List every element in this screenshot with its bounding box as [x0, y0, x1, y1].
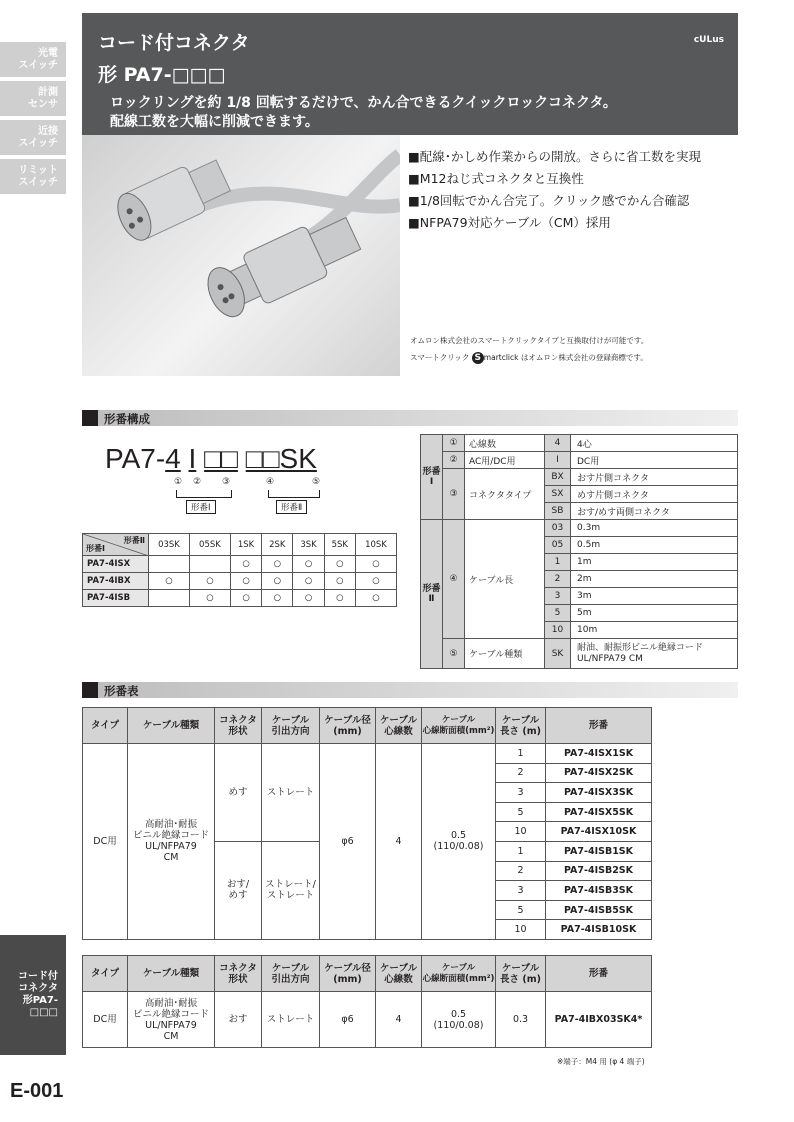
shape-cell [215, 841, 262, 939]
col-header: コネクタ 形状 [215, 708, 262, 744]
compat-cell [149, 590, 190, 607]
col-header: 形番 [546, 956, 652, 992]
direction-cell: ストレート [262, 992, 320, 1048]
model-table [82, 707, 652, 940]
compat-cell: ○ [189, 590, 230, 607]
direction-cell: ストレート [262, 744, 320, 842]
compat-cell: ○ [324, 573, 355, 590]
sidetab-limit[interactable] [0, 159, 66, 196]
section-heading-model-structure [82, 410, 738, 426]
compat-col: 1SK [230, 534, 261, 556]
compat-cell: ○ [355, 573, 396, 590]
spec-code: 5 [545, 605, 571, 622]
page-number: E-001 [10, 1080, 64, 1102]
compat-cell: ○ [324, 590, 355, 607]
spec-desc: おす片側コネクタ [571, 469, 738, 486]
sidetab-label: コネクタ [18, 983, 58, 994]
cable-line: CM [163, 852, 179, 864]
spec-table [420, 434, 738, 669]
cable-cell [128, 992, 215, 1048]
spec-desc-line-2: UL/NFPA79 CM [577, 653, 643, 664]
length-cell: 2 [496, 861, 546, 881]
compat-row-label: PA7-4ISX [83, 556, 149, 573]
table-row [421, 452, 738, 469]
page-subtitle: 形 PA7-□□□ [98, 64, 226, 86]
trademark-note [410, 352, 648, 364]
part-number-cell: PA7-4ISX10SK [546, 822, 652, 842]
sidetab-label: スイッチ [18, 177, 58, 188]
bracket-group-2 [268, 490, 320, 498]
col-header: ケーブル 心線数 [376, 708, 422, 744]
spec-item: AC用/DC用 [465, 452, 545, 469]
part-number-cell: PA7-4ISX3SK [546, 783, 652, 803]
spec-desc: 3m [571, 588, 738, 605]
spec-item: コネクタタイプ [465, 469, 545, 520]
sidetab-label: 近接 [38, 126, 58, 137]
spec-num: ② [443, 452, 465, 469]
length-cell: 2 [496, 763, 546, 783]
feature-item: ■配線･かしめ作業からの開放。さらに省工数を実現 [408, 149, 702, 164]
compat-cell: ○ [293, 590, 324, 607]
length-cell: 10 [496, 822, 546, 842]
spec-code: 3 [545, 588, 571, 605]
length-cell: 0.3 [496, 992, 546, 1048]
corner-bottom-label: 形番Ⅰ [86, 544, 105, 553]
code-part-4: □□ [245, 443, 280, 474]
length-cell: 5 [496, 802, 546, 822]
col-header: ケーブル径 (mm) [320, 956, 376, 992]
col-header: ケーブル 引出方向 [262, 708, 320, 744]
spec-desc: 4心 [571, 435, 738, 452]
code-prefix: PA7- [105, 443, 166, 474]
spec-code: SX [545, 486, 571, 503]
cores-cell: 4 [376, 992, 422, 1048]
col-header: ケーブル 長さ (m) [496, 956, 546, 992]
cable-line: UL/NFPA79 [145, 1019, 197, 1031]
spec-code: 4 [545, 435, 571, 452]
area-detail: (110/0.08) [433, 841, 484, 853]
direction-line: ストレート [266, 890, 315, 902]
compat-cell: ○ [293, 556, 324, 573]
compat-cell: ○ [230, 590, 261, 607]
spec-desc-line-1: 耐油、耐振形ビニル絶縁コード [577, 642, 704, 653]
compat-cell [189, 556, 230, 573]
compat-cell: ○ [262, 590, 293, 607]
sidetab-photoelectric[interactable] [0, 42, 66, 79]
sidetab-label: スイッチ [18, 60, 58, 71]
feature-item: ■M12ねじ式コネクタと互換性 [408, 171, 584, 186]
header-banner [82, 13, 738, 135]
table-row [83, 573, 397, 590]
section-mark-icon [82, 410, 98, 426]
bracket-group-1 [176, 490, 232, 498]
compat-col: 03SK [149, 534, 190, 556]
product-photo [82, 135, 400, 376]
spec-desc [571, 639, 738, 669]
length-cell: 5 [496, 900, 546, 920]
compat-table [82, 533, 397, 607]
code-num-5: ⑤ [312, 477, 321, 487]
type-cell: DC用 [83, 992, 128, 1048]
area-cell [422, 992, 496, 1048]
table-row [421, 435, 738, 452]
spec-item: ケーブル長 [465, 520, 545, 639]
connector-illustration [82, 135, 400, 376]
shape-line: めす [228, 890, 248, 902]
sidetab-label: 光電 [38, 48, 58, 59]
code-num-1: ① [174, 477, 183, 487]
compat-corner [83, 534, 149, 556]
code-num-3: ③ [222, 477, 231, 487]
spec-desc: めす片側コネクタ [571, 486, 738, 503]
table-row [421, 469, 738, 486]
spec-code: 10 [545, 622, 571, 639]
spec-desc: おす/めす両側コネクタ [571, 503, 738, 520]
spec-item: 心線数 [465, 435, 545, 452]
compat-cell: ○ [262, 573, 293, 590]
compat-cell: ○ [293, 573, 324, 590]
compat-row-label: PA7-4ISB [83, 590, 149, 607]
col-header: ケーブル種類 [128, 708, 215, 744]
col-header: 形番 [546, 708, 652, 744]
spec-num: ③ [443, 469, 465, 520]
table-row [83, 992, 652, 1048]
sidetab-label: センサ [28, 99, 58, 110]
table-header-row [83, 708, 652, 744]
code-num-4: ④ [266, 477, 275, 487]
direction-cell [262, 841, 320, 939]
group-label-2: 形番Ⅱ [276, 500, 307, 514]
feature-item: ■NFPA79対応ケーブル（CM）採用 [408, 215, 611, 230]
spec-code: 1 [545, 554, 571, 571]
part-number-cell: PA7-4ISX2SK [546, 763, 652, 783]
spec-code: BX [545, 469, 571, 486]
col-header: ケーブル 心線断面積(mm²) [422, 956, 496, 992]
part-number-cell: PA7-4ISB1SK [546, 841, 652, 861]
diameter-cell: φ6 [320, 992, 376, 1048]
part-number-cell: PA7-4ISB3SK [546, 881, 652, 901]
sidetab-label: リミット [18, 165, 58, 176]
compat-cell: ○ [355, 590, 396, 607]
code-part-1: 4 [165, 443, 181, 474]
page-title: コード付コネクタ [98, 32, 250, 54]
length-cell: 3 [496, 881, 546, 901]
spec-desc: 2m [571, 571, 738, 588]
sidetab-cord-connector[interactable] [0, 935, 66, 1057]
compat-note: オムロン株式会社のスマートクリックタイプと互換取付けが可能です。 [410, 336, 649, 345]
sidetab-measurement[interactable] [0, 81, 66, 118]
lead-line-1: ロックリングを約 1/8 回転するだけで、かん合できるクイックロックコネクタ。 [110, 95, 617, 111]
trademark-label: スマートクリック [410, 353, 470, 362]
compat-col: 3SK [293, 534, 324, 556]
spec-desc: 5m [571, 605, 738, 622]
type-cell: DC用 [83, 744, 128, 940]
col-header: コネクタ 形状 [215, 956, 262, 992]
length-cell: 1 [496, 841, 546, 861]
cable-line: 高耐油･耐振 [144, 819, 198, 831]
table-row [421, 520, 738, 537]
feature-list [400, 135, 738, 376]
cable-cell [128, 744, 215, 940]
spec-code: 05 [545, 537, 571, 554]
shape-line: おす/ [226, 879, 250, 891]
area-detail: (110/0.08) [433, 1019, 484, 1031]
part-number-cell: PA7-4ISB5SK [546, 900, 652, 920]
table-row [83, 590, 397, 607]
spec-item: ケーブル種類 [465, 639, 545, 669]
spec-code: 2 [545, 571, 571, 588]
col-header: ケーブル 長さ (m) [496, 708, 546, 744]
shape-cell: おす [215, 992, 262, 1048]
footnote: ※端子：M4 用 (φ 4 端子) [557, 1057, 645, 1066]
cable-line: UL/NFPA79 [145, 841, 197, 853]
section-label: 形番表 [104, 684, 139, 698]
model-code [105, 443, 317, 475]
compat-cell [149, 556, 190, 573]
spec-desc: 10m [571, 622, 738, 639]
part-number-cell: PA7-4ISB2SK [546, 861, 652, 881]
area-cell [422, 744, 496, 940]
section-label: 形番構成 [104, 412, 150, 426]
spec-desc: DC用 [571, 452, 738, 469]
section-heading-model-list [82, 682, 738, 698]
length-cell: 1 [496, 744, 546, 764]
spec-num: ① [443, 435, 465, 452]
sidetab-label: 計測 [38, 87, 58, 98]
cable-line: ビニル絶縁コード [132, 1008, 209, 1020]
compat-cell: ○ [324, 556, 355, 573]
corner-top-label: 形番Ⅱ [123, 536, 145, 545]
trademark-text: martclick はオムロン株式会社の登録商標です。 [483, 353, 648, 362]
cable-line: ビニル絶縁コード [132, 830, 209, 842]
col-header: ケーブル 心線数 [376, 956, 422, 992]
area-value: 0.5 [450, 1008, 467, 1020]
part-number-cell: PA7-4IBX03SK4* [546, 992, 652, 1048]
table-header-row [83, 956, 652, 992]
table-row [83, 744, 652, 764]
code-part-3: □□ [204, 443, 238, 474]
spec-code: I [545, 452, 571, 469]
model-table-2 [82, 955, 652, 1048]
sidetab-proximity[interactable] [0, 120, 66, 157]
col-header: ケーブル 引出方向 [262, 956, 320, 992]
compat-cell: ○ [355, 556, 396, 573]
part-number-cell: PA7-4ISX5SK [546, 802, 652, 822]
spec-group-2: 形番Ⅱ [421, 520, 443, 669]
code-suffix: SK [279, 443, 317, 474]
section-mark-icon [82, 682, 98, 698]
spec-group-1: 形番Ⅰ [421, 435, 443, 520]
feature-item: ■1/8回転でかん合完了。クリック感でかん合確認 [408, 193, 690, 208]
sidetab-label: スイッチ [18, 138, 58, 149]
area-value: 0.5 [450, 830, 467, 842]
compat-col: 10SK [355, 534, 396, 556]
col-header: ケーブル 心線断面積(mm²) [422, 708, 496, 744]
ul-cert-icon: cULus [693, 35, 724, 45]
spec-code: SK [545, 639, 571, 669]
spec-code: SB [545, 503, 571, 520]
col-header: タイプ [83, 708, 128, 744]
col-header: タイプ [83, 956, 128, 992]
shape-cell: めす [215, 744, 262, 842]
spec-desc: 0.5m [571, 537, 738, 554]
compat-col: 05SK [189, 534, 230, 556]
length-cell: 3 [496, 783, 546, 803]
compat-col: 5SK [324, 534, 355, 556]
table-row [421, 639, 738, 669]
part-number-cell: PA7-4ISB10SK [546, 920, 652, 940]
code-num-2: ② [193, 477, 202, 487]
spec-num: ④ [443, 520, 465, 639]
lead-line-2: 配線工数を大幅に削減できます。 [110, 114, 319, 130]
table-row [83, 556, 397, 573]
col-header: ケーブル種類 [128, 956, 215, 992]
spec-desc: 1m [571, 554, 738, 571]
sidetab-label: コード付 [18, 971, 58, 982]
compat-cell: ○ [149, 573, 190, 590]
smartclick-logo-icon: S [472, 352, 484, 364]
compat-cell: ○ [230, 556, 261, 573]
compat-cell: ○ [230, 573, 261, 590]
compat-cell: ○ [262, 556, 293, 573]
col-header: ケーブル径 (mm) [320, 708, 376, 744]
part-number-cell: PA7-4ISX1SK [546, 744, 652, 764]
cores-cell: 4 [376, 744, 422, 940]
length-cell: 10 [496, 920, 546, 940]
group-label-1: 形番Ⅰ [186, 500, 216, 514]
compat-cell: ○ [189, 573, 230, 590]
spec-code: 03 [545, 520, 571, 537]
diameter-cell: φ6 [320, 744, 376, 940]
spec-desc: 0.3m [571, 520, 738, 537]
compat-col: 2SK [262, 534, 293, 556]
sidetab-label: 形PA7-□□□ [22, 995, 58, 1018]
direction-line: ストレート/ [265, 879, 316, 891]
cable-line: CM [163, 1030, 179, 1042]
compat-row-label: PA7-4IBX [83, 573, 149, 590]
cable-line: 高耐油･耐振 [144, 997, 198, 1009]
spec-num: ⑤ [443, 639, 465, 669]
code-part-2: I [188, 443, 197, 474]
